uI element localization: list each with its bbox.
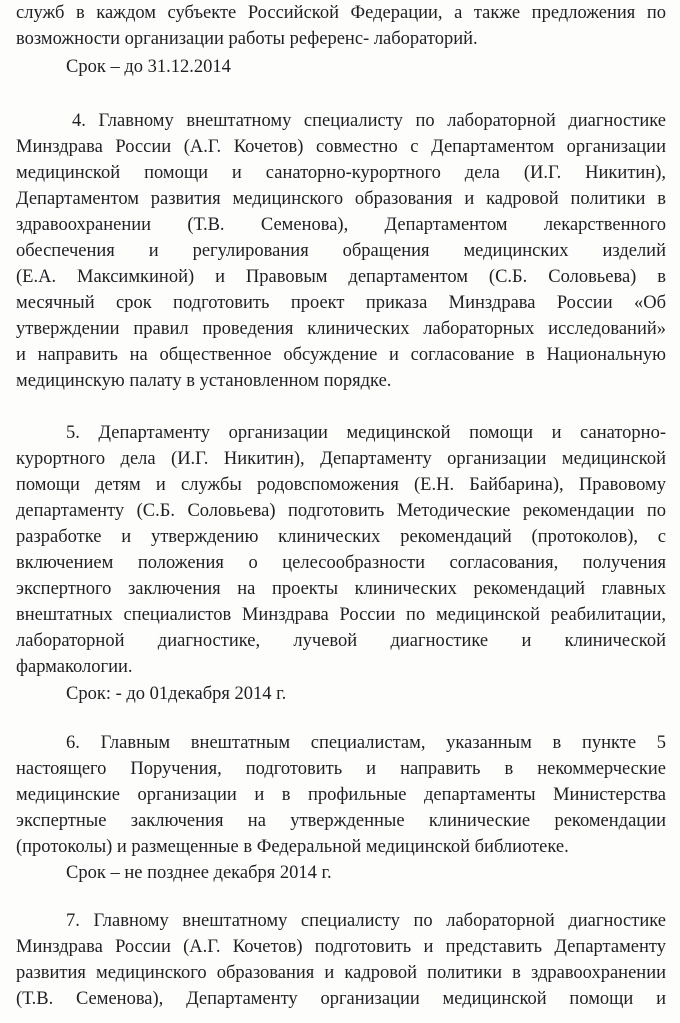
text-line: медицинской помощи и санаторно-курортного дела (И.Г. Никитин),: [16, 163, 666, 183]
paragraph-7-first-line: 7. Главному внештатному специалисту по лабораторной диагностике: [66, 911, 666, 931]
text-line: служб в каждом субъекте Российской Федерации, а также предложения по: [16, 3, 666, 23]
text-line: Департаментом развития медицинского образования и кадровой политики в: [16, 189, 666, 209]
text-line: здравоохранении (Т.В. Семенова), Департаментом лекарственного: [16, 215, 666, 235]
text-line: (Т.В. Семенова), Департаменту организации медицинской помощи и: [16, 989, 666, 1009]
text-line: включением положения о целесообразности согласования, получения: [16, 553, 666, 573]
text-line: разработке и утверждению клинических рекомендаций (протоколов), с: [16, 527, 666, 547]
text-line: фармакологии.: [16, 657, 133, 677]
text-line: утверждении правил проведения клинических лабораторных исследований»: [16, 319, 666, 339]
text-line: Минздрава России (А.Г. Кочетов) совместно с Департаментом организации: [16, 137, 666, 157]
text-line: (протоколы) и размещенные в Федеральной медицинской библиотеке.: [16, 837, 569, 857]
paragraph-6-first-line: 6. Главным внештатным специалистам, указанным в пункте 5: [66, 733, 666, 753]
text-line: внештатных специалистов Минздрава России по медицинской реабилитации,: [16, 605, 666, 625]
text-line: медицинскую палату в установленном порядке.: [16, 371, 392, 391]
paragraph-5-first-line: 5. Департаменту организации медицинской помощи и санаторно-: [66, 423, 666, 443]
text-line: и направить на общественное обсуждение и согласование в Национальную: [16, 345, 666, 365]
deadline-line: Срок – не позднее декабря 2014 г.: [66, 863, 332, 883]
text-line: медицинские организации и в профильные департаменты Министерства: [16, 785, 666, 805]
text-line: Минздрава России (А.Г. Кочетов) подготовить и представить Департаменту: [16, 937, 666, 957]
text-line: развития медицинского образования и кадровой политики в здравоохранении: [16, 963, 666, 983]
text-line: лабораторной диагностике, лучевой диагностике и клинической: [16, 631, 666, 651]
text-line: месячный срок подготовить проект приказа Минздрава России «Об: [16, 293, 666, 313]
text-line: экспертного заключения на проекты клинических рекомендаций главных: [16, 579, 666, 599]
text-line: департаменту (С.Б. Соловьева) подготовить Методические рекомендации по: [16, 501, 666, 521]
text-line: настоящего Поручения, подготовить и направить в некоммерческие: [16, 759, 666, 779]
deadline-line: Срок – до 31.12.2014: [66, 57, 231, 77]
text-line: обеспечения и регулирования обращения медицинских изделий: [16, 241, 666, 261]
text-line: (Е.А. Максимкиной) и Правовым департаментом (С.Б. Соловьева) в: [16, 267, 666, 287]
text-line: помощи детям и службы родовспоможения (Е.Н. Байбарина), Правовому: [16, 475, 666, 495]
text-line: экспертные заключения на утвержденные клинические рекомендации: [16, 811, 666, 831]
paragraph-4-first-line: 4. Главному внештатному специалисту по лабораторной диагностике: [72, 111, 666, 131]
text-line: курортного дела (И.Г. Никитин), Департаменту организации медицинской: [16, 449, 666, 469]
deadline-line: Срок: - до 01декабря 2014 г.: [66, 684, 287, 704]
text-line: возможности организации работы референс- лабораторий.: [16, 29, 478, 49]
